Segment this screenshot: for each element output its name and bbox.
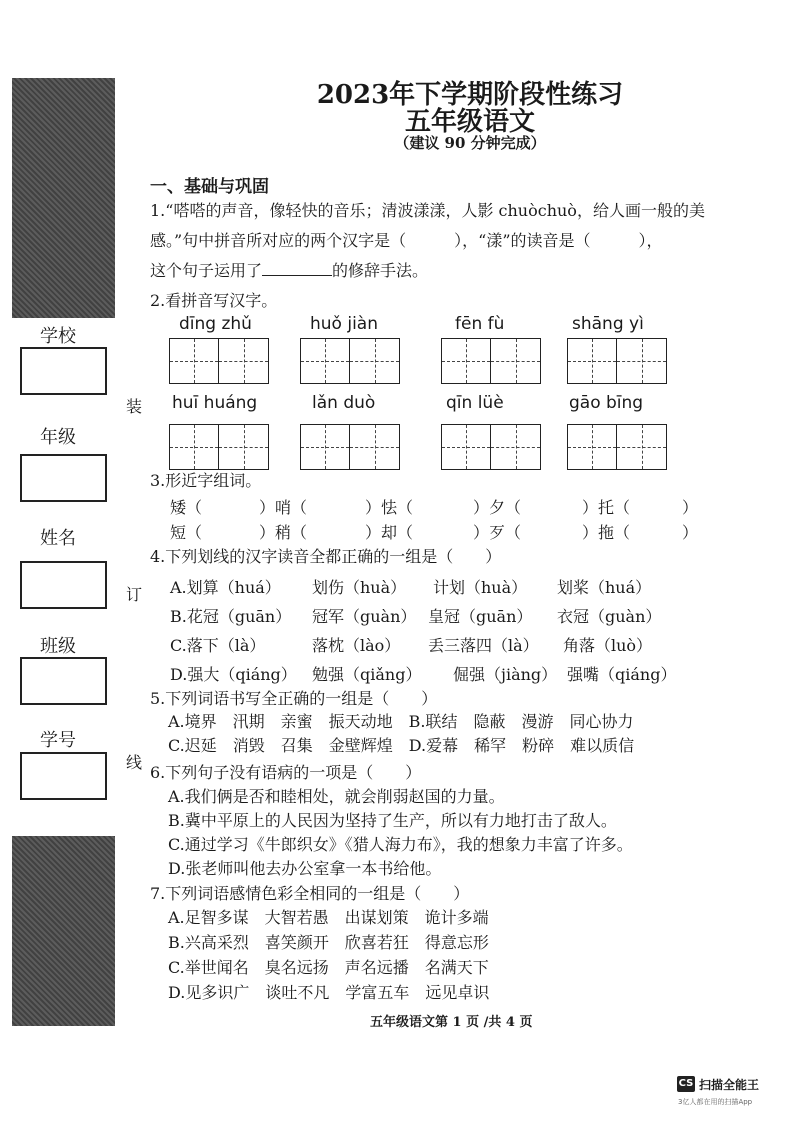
binding-hatch-bottom bbox=[12, 836, 115, 1026]
q4-option-b-3: 皇冠（guān） bbox=[428, 607, 533, 626]
q3-item: ）却（ bbox=[365, 523, 414, 542]
q3-item: 矮（ bbox=[170, 498, 203, 517]
q7-option-c: C.举世闻名 臭名远扬 声名远播 名满天下 bbox=[168, 958, 489, 977]
binding-char-ding: 订 bbox=[126, 585, 143, 604]
tianzige-box[interactable] bbox=[567, 338, 667, 384]
pinyin-5: huī huáng bbox=[172, 393, 258, 413]
q4-option-c-2: 落枕（lào） bbox=[312, 636, 401, 655]
q4-option-d-4: 强嘴（qiáng） bbox=[567, 665, 677, 684]
q7-option-a: A.足智多谋 大智若愚 出谋划策 诡计多端 bbox=[168, 908, 489, 927]
q3-title: 3.形近字组词。 bbox=[150, 471, 262, 490]
scanner-tagline: 3亿人都在用的扫描App bbox=[678, 1098, 753, 1106]
page-footer: 五年级语文第 1 页 /共 4 页 bbox=[370, 1015, 533, 1030]
binding-char-zhuang: 装 bbox=[126, 397, 143, 416]
q4-option-d-1: D.强大（qiáng） bbox=[170, 665, 297, 684]
q3-item: ）托（ bbox=[582, 498, 631, 517]
tianzige-box[interactable] bbox=[567, 424, 667, 470]
q1-line-1: 1.“嗒嗒的声音，像轻快的音乐；清波漾漾，人影 chuòchuò，给人画一般的美 bbox=[150, 201, 705, 220]
q4-option-b-4: 衣冠（guàn） bbox=[557, 607, 662, 626]
q6-option-d: D.张老师叫他去办公室拿一本书给他。 bbox=[168, 859, 442, 878]
q7-option-d: D.见多识广 谈吐不凡 学富五车 远见卓识 bbox=[168, 983, 490, 1002]
scanner-app-name: 扫描全能王 bbox=[699, 1078, 760, 1092]
time-note: （建议 90 分钟完成） bbox=[394, 134, 546, 152]
school-label: 学校 bbox=[40, 326, 76, 347]
q4-option-a-2: 划伤（huà） bbox=[312, 578, 407, 597]
pinyin-6: lǎn duò bbox=[312, 393, 376, 413]
pinyin-8: gāo bīng bbox=[569, 393, 644, 413]
q3-item: 短（ bbox=[170, 523, 203, 542]
q5-options-ab: A.境界 汛期 亲蜜 振天动地 B.联结 隐蔽 漫游 同心协力 bbox=[168, 712, 634, 731]
scanner-logo-icon: CS bbox=[677, 1076, 695, 1092]
school-field[interactable] bbox=[20, 347, 107, 395]
tianzige-box[interactable] bbox=[169, 338, 269, 384]
q4-option-b-2: 冠军（guàn） bbox=[312, 607, 417, 626]
q4-option-c-3: 丢三落四（là） bbox=[428, 636, 539, 655]
name-label: 姓名 bbox=[40, 528, 76, 549]
q5-options-cd: C.迟延 消毁 召集 金壁辉煌 D.爱幕 稀罕 粉碎 难以质信 bbox=[168, 736, 635, 755]
student-id-field[interactable] bbox=[20, 752, 107, 800]
q3-item: ）拖（ bbox=[582, 523, 631, 542]
q3-item: ）歹（ bbox=[473, 523, 522, 542]
q7-option-b: B.兴高采烈 喜笑颜开 欣喜若狂 得意忘形 bbox=[168, 933, 489, 952]
binding-char-xian: 线 bbox=[126, 753, 143, 772]
pinyin-7: qīn lüè bbox=[446, 393, 504, 413]
q3-item: ）稍（ bbox=[259, 523, 308, 542]
pinyin-2: huǒ jiàn bbox=[310, 314, 378, 334]
q4-option-d-3: 倔强（jiàng） bbox=[453, 665, 558, 684]
q6-option-b: B.冀中平原上的人民因为坚持了生产，所以有力地打击了敌人。 bbox=[168, 811, 617, 830]
q4-option-a-1: A.划算（huá） bbox=[170, 578, 281, 597]
q1-line-3-post: 的修辞手法。 bbox=[332, 261, 429, 280]
tianzige-box[interactable] bbox=[441, 424, 541, 470]
pinyin-3: fēn fù bbox=[455, 314, 505, 334]
tianzige-box[interactable] bbox=[300, 338, 400, 384]
q6-title: 6.下列句子没有语病的一项是（ ） bbox=[150, 763, 422, 782]
class-label: 班级 bbox=[40, 636, 76, 657]
q3-item: ） bbox=[682, 523, 699, 542]
pinyin-4: shāng yì bbox=[572, 314, 644, 334]
q7-title: 7.下列词语感情色彩全相同的一组是（ ） bbox=[150, 884, 470, 903]
q4-option-a-3: 计划（huà） bbox=[433, 578, 528, 597]
q3-item: ）夕（ bbox=[473, 498, 522, 517]
q4-option-c-4: 角落（luò） bbox=[563, 636, 653, 655]
q5-title: 5.下列词语书写全正确的一组是（ ） bbox=[150, 689, 438, 708]
q1-line-3-pre: 这个句子运用了 bbox=[150, 261, 263, 280]
q2-title: 2.看拼音写汉字。 bbox=[150, 291, 278, 310]
q4-option-a-4: 划桨（huá） bbox=[557, 578, 652, 597]
q3-item: ）哨（ bbox=[259, 498, 308, 517]
q1-line-2: 感。”句中拼音所对应的两个汉字是（ ），“漾”的读音是（ ）， bbox=[150, 231, 663, 250]
name-field[interactable] bbox=[20, 561, 107, 609]
q3-item: ） bbox=[682, 498, 699, 517]
tianzige-box[interactable] bbox=[300, 424, 400, 470]
exam-subtitle: 五年级语文 bbox=[404, 107, 535, 137]
binding-hatch-top bbox=[12, 78, 115, 318]
tianzige-box[interactable] bbox=[441, 338, 541, 384]
q4-option-c-1: C.落下（là） bbox=[170, 636, 266, 655]
tianzige-box[interactable] bbox=[169, 424, 269, 470]
student-id-label: 学号 bbox=[40, 730, 76, 751]
grade-label: 年级 bbox=[40, 427, 76, 448]
pinyin-1: dīng zhǔ bbox=[179, 314, 252, 334]
q4-option-b-1: B.花冠（guān） bbox=[170, 607, 292, 626]
rhetoric-blank[interactable] bbox=[262, 259, 332, 276]
q4-title: 4.下列划线的汉字读音全都正确的一组是（ ） bbox=[150, 547, 502, 566]
exam-title: 2023年下学期阶段性练习 bbox=[316, 80, 624, 110]
grade-field[interactable] bbox=[20, 454, 107, 502]
q6-option-a: A.我们俩是否和睦相处，就会削弱赵国的力量。 bbox=[168, 787, 505, 806]
q1-line-3 bbox=[150, 259, 428, 282]
q3-item: ）怯（ bbox=[365, 498, 414, 517]
section-title: 一、基础与巩固 bbox=[150, 177, 269, 197]
q6-option-c: C.通过学习《牛郎织女》《猎人海力布》，我的想象力丰富了许多。 bbox=[168, 835, 633, 854]
class-field[interactable] bbox=[20, 657, 107, 705]
q4-option-d-2: 勉强（qiǎng） bbox=[312, 665, 422, 684]
